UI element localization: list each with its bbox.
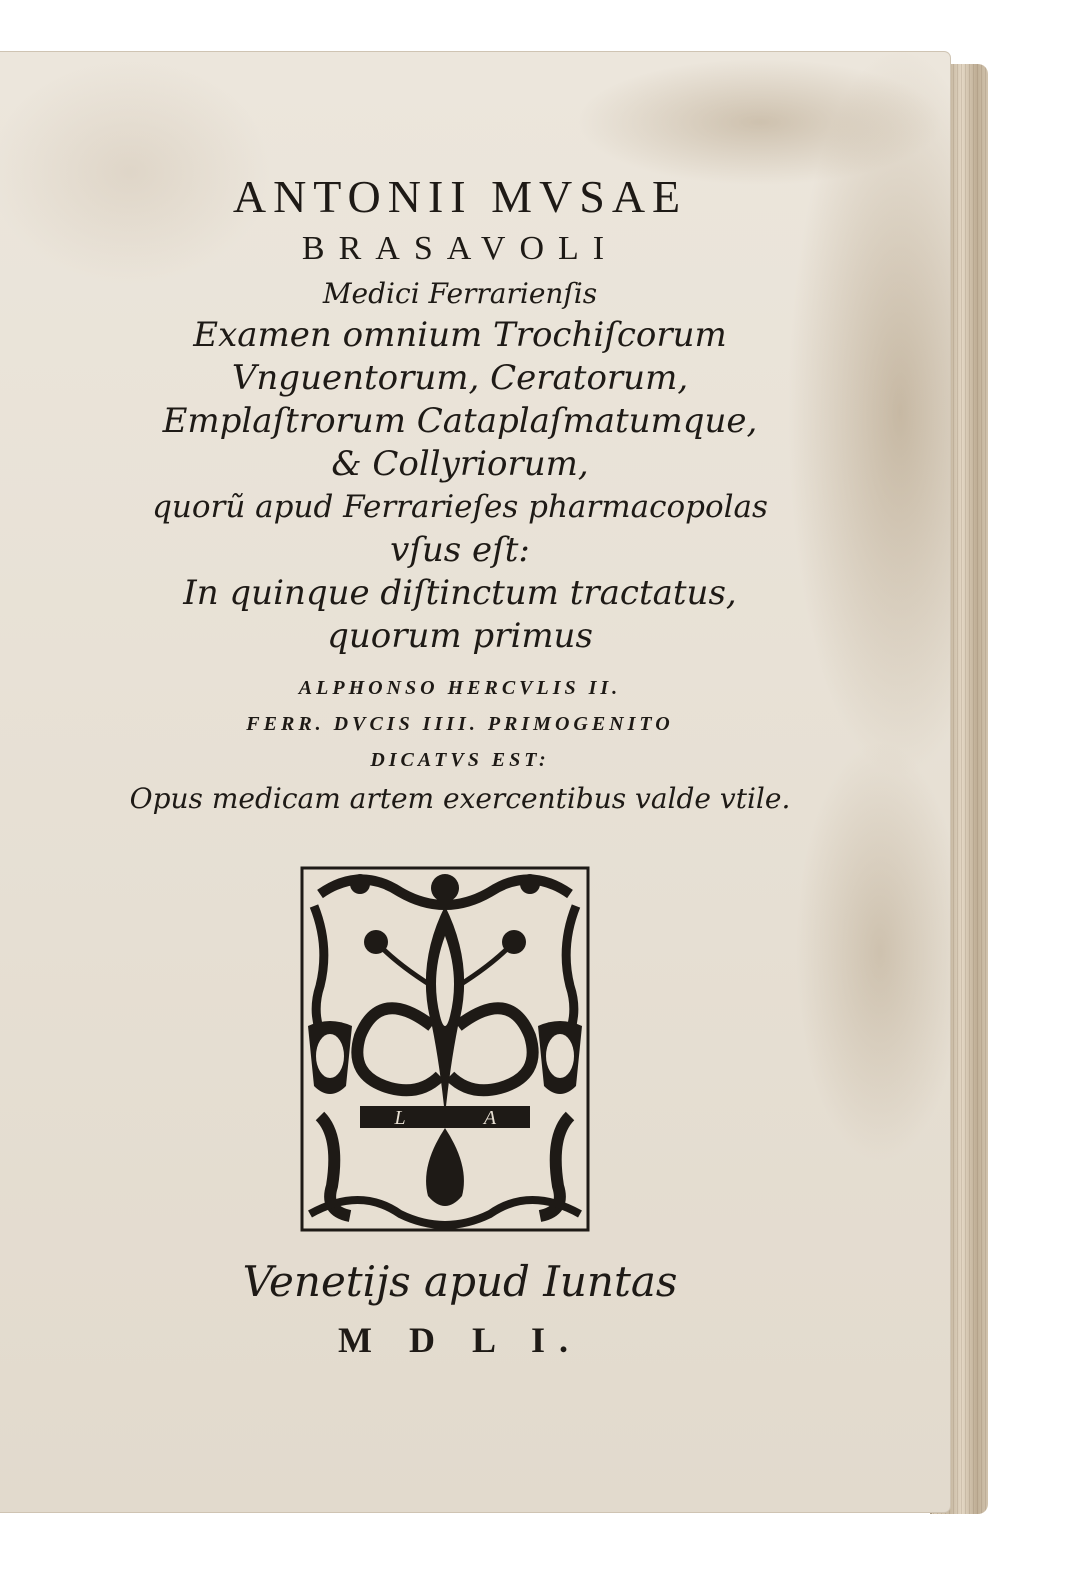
imprint-place: Venetijs apud Iuntas xyxy=(242,1257,678,1306)
imprint-block xyxy=(160,1252,760,1368)
closing-line: Opus medicam artem exercentibus valde vtile. xyxy=(129,782,791,815)
dedication-line: FERR. DVCIS IIII. PRIMOGENITO xyxy=(246,713,674,735)
subject-line: vſus eſt: xyxy=(390,530,530,570)
imprint-date: M D L I. xyxy=(337,1320,582,1360)
device-initial-left: L xyxy=(394,1107,406,1129)
dedication-line: DICATVS EST: xyxy=(370,749,550,771)
subject-line: quorum primus xyxy=(327,616,593,656)
author-name-line-2: BRASAVOLI xyxy=(301,230,619,267)
subject-line: In quinque diſtinctum tractatus, xyxy=(183,573,737,613)
subject-line: Vnguentorum, Ceratorum, xyxy=(231,358,689,398)
dedication-line: ALPHONSO HERCVLIS II. xyxy=(298,677,622,699)
device-initial-right: A xyxy=(483,1107,497,1129)
subject-line: quorũ apud Ferrarieſes pharmacopolas xyxy=(152,489,768,525)
subject-line: Emplaſtrorum Cataplaſmatumque, xyxy=(162,401,758,441)
author-name-line-1: ANTONII MVSAE xyxy=(232,171,688,222)
subject-line: Examen omnium Trochiſcorum xyxy=(193,315,727,355)
title-text-block xyxy=(80,170,840,820)
subject-line: & Collyriorum, xyxy=(331,444,589,484)
author-role: Medici Ferrarienſis xyxy=(322,277,598,310)
printers-woodcut-device xyxy=(300,866,590,1232)
